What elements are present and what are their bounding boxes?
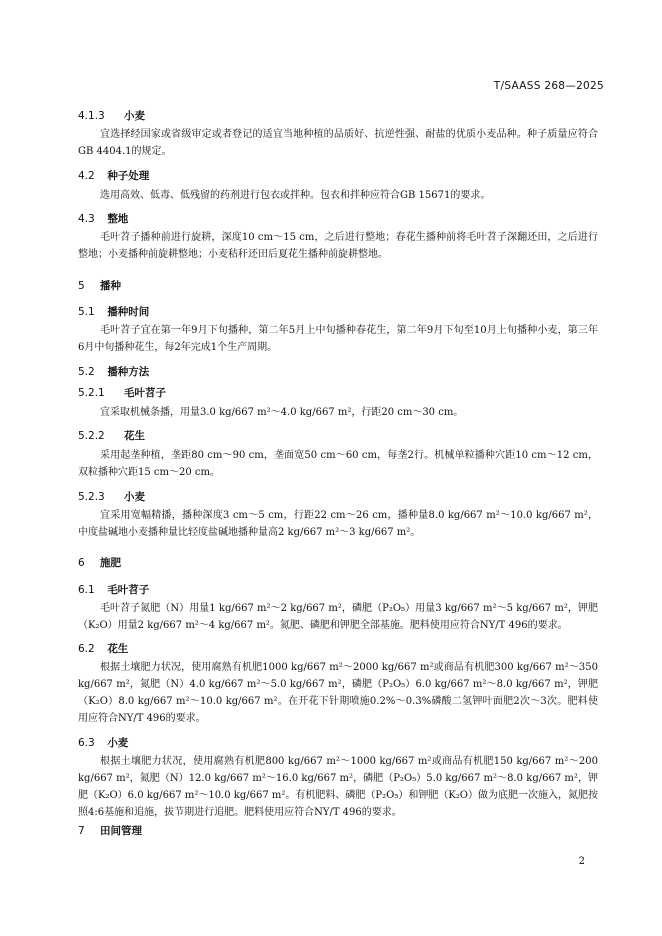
heading-number: 6.1 <box>78 584 95 596</box>
heading-number: 6.3 <box>78 737 95 749</box>
heading-5 <box>78 278 598 293</box>
paragraph-6-1: 毛叶苕子氮肥（N）用量1 kg/667 m²～2 kg/667 m²，磷肥（P₂O₅）用量3 kg/667 m²～5 kg/667 m²，钾肥（K₂O）用量2 kg/667 m²～4 kg/667 m²。氮肥、磷肥和钾肥全部基施。肥料使用应符合NY/T 496的要求。 <box>78 603 598 631</box>
heading-number: 5.2.1 <box>78 387 105 399</box>
page-number: 2 <box>578 856 585 867</box>
heading-4-2 <box>78 168 598 183</box>
paragraph-5-2-1: 宜采取机械条播，用量3.0 kg/667 m²～4.0 kg/667 m²，行距20 cm～30 cm。 <box>100 407 464 418</box>
heading-number: 5.2 <box>78 366 95 378</box>
heading-5-2 <box>78 364 598 379</box>
heading-title: 花生 <box>107 643 129 655</box>
heading-title: 小麦 <box>107 737 129 749</box>
heading-number: 4.1.3 <box>78 110 105 122</box>
heading-7 <box>78 823 598 838</box>
heading-number: 5.1 <box>78 306 95 318</box>
heading-title: 花生 <box>124 430 145 442</box>
heading-number: 4.3 <box>78 213 95 225</box>
paragraph-5-1: 毛叶苕子宜在第一年9月下旬播种，第二年5月上中旬播种春花生，第二年9月下旬至10月上旬播种小麦，第三年6月中旬播种花生，每2年完成1个生产周期。 <box>78 325 598 353</box>
heading-title: 小麦 <box>124 110 145 122</box>
heading-5-2-2 <box>78 428 598 443</box>
heading-number: 6 <box>78 557 85 569</box>
paragraph-6-3: 根据土壤肥力状况，使用腐熟有机肥800 kg/667 m²～1000 kg/667 m²或商品有机肥150 kg/667 m²～200 kg/667 m²，氮肥（N）12.0 kg/667 m²～16.0 kg/667 m²，磷肥（P₂O₅）5.0 kg/667 m²～8.0 kg/667 m²，钾肥（K₂O）6.0 kg/667 m²～10.0 kg/667 m²。有机肥料、磷肥（P₂O₅）和钾肥（K₂O）做为底肥一次施入，氮肥按照4:6基施和追施，拔节期进行追肥。肥料使用应符合NY/T 496的要求。 <box>78 756 598 818</box>
heading-5-2-3 <box>78 489 598 504</box>
heading-title: 播种 <box>100 280 121 292</box>
paragraph-5-2-2: 采用起垄种植，垄距80 cm～90 cm，垄面宽50 cm～60 cm，每垄2行。机械单粒播种穴距10 cm～12 cm，双粒播种穴距15 cm～20 cm。 <box>78 450 598 478</box>
heading-number: 6.2 <box>78 643 95 655</box>
heading-5-1 <box>78 304 598 319</box>
paragraph-4-2: 选用高效、低毒、低残留的药剂进行包衣或拌种。包衣和拌种应符合GB 15671的要求。 <box>100 190 491 201</box>
paragraph-6-2: 根据土壤肥力状况，使用腐熟有机肥1000 kg/667 m²～2000 kg/667 m²或商品有机肥300 kg/667 m²～350 kg/667 m²，氮肥（N）4.0 kg/667 m²～5.0 kg/667 m²，磷肥（P₂O₅）6.0 kg/667 m²～8.0 kg/667 m²，钾肥（K₂O）8.0 kg/667 m²～10.0 kg/667 m²。在开花下针期喷施0.2%～0.3%磷酸二氢钾叶面肥2次～3次。肥料使用应符合NY/T 496的要求。 <box>78 662 598 724</box>
paragraph-4-3: 毛叶苕子播种前进行旋耕，深度10 cm～15 cm，之后进行整地；春花生播种前将毛叶苕子深翻还田，之后进行整地；小麦播种前旋耕整地；小麦秸秆还田后夏花生播种前旋耕整地。 <box>78 232 598 260</box>
heading-title: 田间管理 <box>100 825 142 837</box>
heading-title: 毛叶苕子 <box>107 584 150 596</box>
heading-5-2-1 <box>78 385 598 400</box>
heading-6-2 <box>78 641 598 656</box>
heading-title: 施肥 <box>100 557 121 569</box>
paragraph-5-2-3: 宜采用宽幅精播，播种深度3 cm～5 cm，行距22 cm～26 cm，播种量8.0 kg/667 m²～10.0 kg/667 m²，中度盐碱地小麦播种量比轻度盐碱地播种量高2 kg/667 m²～3 kg/667 m²。 <box>78 510 598 538</box>
heading-title: 小麦 <box>124 491 145 503</box>
heading-6-1 <box>78 582 598 597</box>
heading-4-3 <box>78 211 598 226</box>
standard-code: T/SAASS 268—2025 <box>493 80 604 92</box>
heading-number: 5 <box>78 280 85 292</box>
paragraph-4-1-3: 宜选择经国家或省级审定或者登记的适宜当地种植的品质好、抗逆性强、耐盐的优质小麦品种。种子质量应符合GB 4404.1的规定。 <box>78 129 598 157</box>
heading-number: 7 <box>78 825 85 837</box>
heading-6 <box>78 555 598 570</box>
heading-4-1-3 <box>78 108 598 123</box>
heading-title: 播种方法 <box>107 366 150 378</box>
heading-6-3 <box>78 735 598 750</box>
heading-title: 整地 <box>107 213 129 225</box>
heading-number: 4.2 <box>78 170 95 182</box>
heading-title: 播种时间 <box>107 306 150 318</box>
heading-title: 毛叶苕子 <box>124 387 166 399</box>
heading-number: 5.2.2 <box>78 430 105 442</box>
heading-title: 种子处理 <box>107 170 150 182</box>
heading-number: 5.2.3 <box>78 491 105 503</box>
